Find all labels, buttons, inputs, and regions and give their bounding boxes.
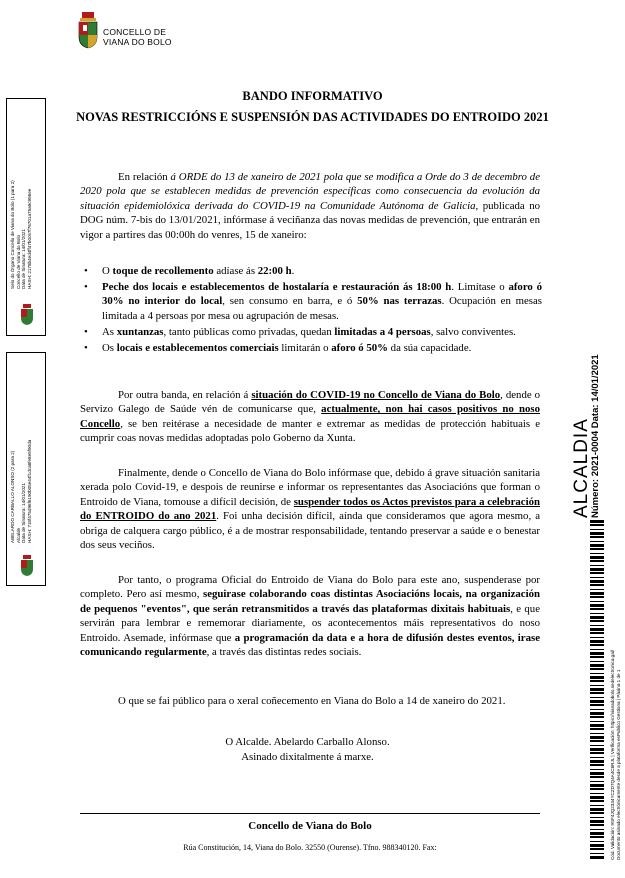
signature-stamp-2: ABELARDO CARBALLO ALONSO (2 para 2) Alcalde Data de Sinatura: 14/01/2021 HASH: 718f475d96f6190b05e44f1dca8fe8e5f90da	[6, 352, 46, 586]
coat-of-arms-icon	[20, 304, 34, 326]
bullet-icon: •	[84, 281, 88, 294]
footer-divider	[80, 813, 540, 814]
footer-address: Rúa Constitución, 14, Viana do Bolo. 32550 (Ourense). Tfno. 988340120. Fax:	[183, 843, 437, 852]
document-number-date: Número: 2021-0004 Data: 14/01/2021	[590, 354, 601, 518]
entroido-suspension-paragraph: Finalmente, dende o Concello de Viana do Bolo infórmase que, debido á grave situación sanitaria xerada polo Covid-19, e despois de reunirse e informar os representantes das Asociacións que forman o Entroido de Viana, tomouse a difícil decisión, de suspender todos os Actos previstos para a celebración do ENTROIDO do ano 2021. Foi unha decisión difícil, aínda que consideramos que agora mesmo, a obriga de calquera cargo público, é a de mostrar responsabilidade, tentando preservar a saúde e o benestar dos seus veciños.	[80, 467, 540, 552]
list-item: • Os locais e establecementos comerciais limitarán o aforo ó 50% da súa capacidade.	[84, 342, 472, 355]
events-paragraph: Por tanto, o programa Oficial do Entroido de Viana do Bolo para este ano, suspenderase por completo. Pero así mesmo, seguirase colaborando coas distintas Asociacións locais, na organización de pequenos "eventos", que serán retransmitidos a través das plataformas dixitais habituais, e que servirán para lembrar e rememorar diariamente, os acontecementos máis representativos do noso Entroido. Asemade, infórmase que a programación da data e a hora de difusión destes eventos, irase comunicando regularmente, a través das distintas redes sociais.	[80, 574, 540, 659]
signature-stamp-1: Selo do Órgano Concello de Viana do Bolo (1 para 2) Concello de Viana do Bolo Data de Sinatura: 14/01/2021 HASH: 2178b4ed4ff47b0c67f76701a75a9c956ee	[6, 98, 46, 336]
covid-situation-paragraph: Por outra banda, en relación á situación do COVID-19 no Concello de Viana do Bolo, dende o Servizo Galego de Saúde vén de comunicarse que, actualmente, non hai casos positivos no noso Concello, se ben reitérase a necesidade de manter e extremar as medidas de protección habituais e cumprir coas novas medidas adoptadas polo Goberno da Xunta.	[80, 389, 541, 445]
bullet-icon: •	[84, 325, 88, 338]
signature-block: O Alcalde. Abelardo Carballo Alonso. Asinado dixitalmente á marxe.	[225, 736, 390, 763]
department-label: ALCALDIA	[571, 418, 592, 518]
intro-paragraph: En relación á ORDE do 13 de xaneiro de 2021 pola que se modifica a Orde do 3 de decembro de 2020 pola que se establecen medidas de prevención específicas como consecuencia da evolución da situación epidemiolóxica derivada do COVID-19 na Comunidade Autónoma de Galicia, publicada no DOG núm. 7-bis do 13/01/2021, infórmase á veciñanza das novas medidas de prevención, que entrarán en vigor a partires das 00:00h do venres, 15 de xaneiro:	[80, 171, 540, 241]
verification-text: Cód. Validación: 9SF4JQ2334YCZD7Q4A4C6RJL | Verificación: https://vianadobolo.sedelectronica.gal/ Documento asinado electrónicamente desde a plataforma esPublico Gestiona | Páxina 1 de 1	[610, 649, 621, 860]
list-item: • Peche dos locais e establecementos de hostalaría e restauración ás 18:00 h. Limítase o aforo ó 30% no interior do local, sen consumo en barra, e ó 50% nas terrazas. Ocupación en mesas limitada a 4 persoas por mesa ou agrupación de mesas.	[84, 281, 543, 322]
bullet-icon: •	[84, 342, 88, 355]
footer-organization: Concello de Viana do Bolo	[248, 820, 372, 832]
document-subtitle: NOVAS RESTRICCIÓNS E SUSPENSIÓN DAS ACTIVIDADES DO ENTROIDO 2021	[76, 110, 549, 124]
coat-of-arms-logo	[77, 11, 99, 49]
document-title: BANDO INFORMATIVO	[242, 89, 383, 103]
closing-paragraph: O que se fai público para o xeral coñecemento en Viana do Bolo a 14 de xaneiro do 2021.	[118, 695, 506, 707]
bullet-icon: •	[84, 265, 88, 277]
list-item: • As xuntanzas, tanto públicas como privadas, quedan limitadas a 4 persoas, salvo conviventes.	[84, 325, 516, 338]
coat-of-arms-icon	[20, 555, 34, 577]
organization-name: CONCELLO DE VIANA DO BOLO	[103, 27, 172, 47]
list-item: • O toque de recollemento adíase ás 22:00 h.	[84, 265, 295, 277]
barcode	[590, 520, 612, 860]
measures-list	[84, 264, 543, 355]
